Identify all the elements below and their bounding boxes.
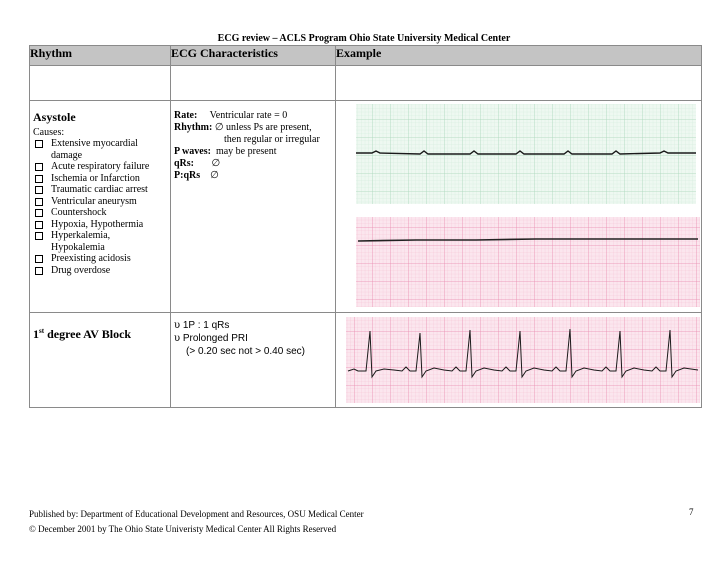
checkbox-bullet-icon	[35, 198, 43, 206]
table-header-row	[30, 46, 702, 66]
header-example: Example	[336, 46, 702, 66]
header-ecg-characteristics: ECG Characteristics	[171, 46, 336, 66]
footer-copyright: © December 2001 by The Ohio State Univeristy Medical Center All Rights Reserved	[29, 524, 337, 534]
causes-list	[33, 138, 168, 276]
list-item: Extensive myocardial	[33, 138, 168, 150]
list-item: Countershock	[33, 207, 168, 219]
list-item: Hyperkalemia,	[33, 230, 168, 242]
asystole-rhythm-cell	[30, 101, 171, 313]
list-item: Drug overdose	[33, 265, 168, 277]
checkbox-bullet-icon	[35, 209, 43, 217]
checkbox-bullet-icon	[35, 221, 43, 229]
av-block-ecg-strip	[336, 313, 700, 406]
ecg-table	[29, 45, 702, 408]
bullet-icon: υ	[174, 333, 181, 344]
page-number: 7	[689, 507, 694, 517]
av-block-example-cell	[336, 313, 702, 408]
checkbox-bullet-icon	[35, 267, 43, 275]
footer	[29, 507, 364, 537]
checkbox-bullet-icon	[35, 140, 43, 148]
av-block-title: 1st degree AV Block	[33, 327, 132, 341]
checkbox-bullet-icon	[35, 232, 43, 240]
list-item: Ischemia or Infarction	[33, 173, 168, 185]
asystole-characteristics-cell	[171, 101, 336, 313]
checkbox-bullet-icon	[35, 163, 43, 171]
av-block-row	[30, 313, 702, 408]
list-item: Traumatic cardiac arrest	[33, 184, 168, 196]
asystole-characteristics: Rate: Ventricular rate = 0 Rhythm: ∅ unless Ps are present, then regular or irregular P waves: may be present qRs: ∅ P:qRs ∅	[174, 110, 320, 181]
asystole-row	[30, 101, 702, 313]
av-block-characteristics: υ 1P : 1 qRs υ Prolonged PRI (> 0.20 sec not > 0.40 sec)	[174, 320, 305, 357]
list-item: Hypokalemia	[51, 241, 105, 253]
checkbox-bullet-icon	[35, 175, 43, 183]
causes-label: Causes:	[33, 127, 65, 138]
list-item: Acute respiratory failure	[33, 161, 168, 173]
asystole-example-cell	[336, 101, 702, 313]
list-item: Hypoxia, Hypothermia	[33, 219, 168, 231]
empty-row	[30, 66, 702, 101]
asystole-title: Asystole	[33, 110, 76, 124]
green-ecg-strip	[356, 104, 696, 204]
av-block-rhythm-cell	[30, 313, 171, 408]
document-title: ECG review – ACLS Program Ohio State University Medical Center	[217, 33, 511, 44]
footer-publisher: Published by: Department of Educational Development and Resources, OSU Medical Center	[29, 509, 364, 519]
header-rhythm: Rhythm	[30, 46, 171, 66]
pink-ecg-strip	[356, 217, 700, 307]
bullet-icon: υ	[174, 320, 181, 331]
av-block-characteristics-cell	[171, 313, 336, 408]
list-item: Preexisting acidosis	[33, 253, 168, 265]
asystole-ecg-strips	[336, 101, 700, 311]
list-item: Ventricular aneurysm	[33, 196, 168, 208]
checkbox-bullet-icon	[35, 255, 43, 263]
checkbox-bullet-icon	[35, 186, 43, 194]
list-item: damage	[51, 149, 83, 161]
